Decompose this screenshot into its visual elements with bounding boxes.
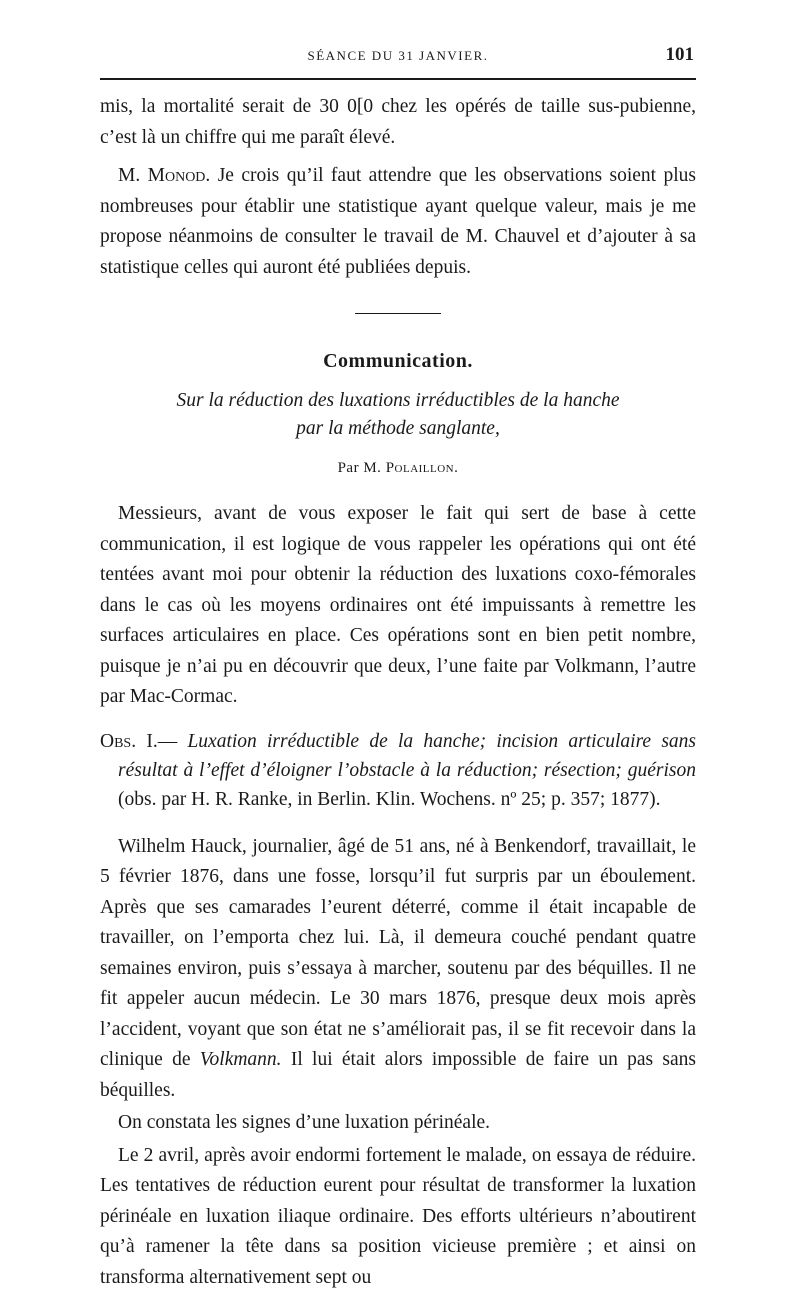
article-title-line-1: Sur la réduction des luxations irréductibles de la hanche [176, 389, 620, 411]
observation-title: Luxation irréductible de la hanche; incision articulaire sans résultat à l’effet d’éloigner l’obstacle à la réduction; résection; guérison [118, 730, 697, 781]
speaker-name: M. Monod. [118, 165, 211, 186]
paragraph-monod [100, 161, 696, 283]
section-title: Communication. [323, 350, 473, 372]
paragraph-case-3: Le 2 avril, après avoir endormi fortement le malade, on essaya de réduire. Les tentatives de réduction eurent pour résultat de transformer la luxation périnéale en luxation iliaque ordinaire. Des efforts ultérieurs n’aboutirent qu’à ramener la tête dans sa position vicieuse première ; et ainsi on transforma alternativement sept ou [100, 1144, 696, 1288]
page-body [100, 92, 696, 1293]
byline-author: Polaillon. [385, 459, 459, 476]
paragraph-case-1 [100, 832, 696, 1107]
page-header [100, 44, 696, 72]
byline [100, 453, 696, 484]
page-number: 101 [665, 44, 694, 65]
article-title-line-2: par la méthode sanglante, [296, 417, 500, 439]
paragraph-continuation: mis, la mortalité serait de 30 0[0 chez les opérés de taille sus-pubienne, c’est là un chiffre qui me paraît élevé. [100, 96, 696, 148]
section-separator [355, 313, 441, 314]
article-title [100, 387, 696, 443]
paragraph-case-2: On constata les signes d’une luxation périnéale. [118, 1112, 491, 1133]
header-rule [100, 78, 696, 80]
running-title: SÉANCE DU 31 JANVIER. [307, 48, 489, 63]
byline-prefix: Par M. [337, 459, 386, 476]
observation-heading [100, 727, 696, 814]
observation-citation: (obs. par H. R. Ranke, in Berlin. Klin. Wochens. nº 25; p. 357; 1877). [118, 788, 661, 810]
paragraph-intro: Messieurs, avant de vous exposer le fait qui sert de base à cette communication, il est logique de vous rappeler les opérations qui ont été tentées avant moi pour obtenir la réduction des luxations coxo-fémorales dans le cas où les moyens ordinaires ont été impuissants à remettre les surfaces articulaires en place. Ces opérations sont en bien petit nombre, puisque je n’ai pu en découvrir que deux, l’une faite par Volkmann, l’autre par Mac-Cormac. [100, 503, 696, 707]
case-name-volkmann: Volkmann. [199, 1049, 282, 1070]
speaker-remark: Je crois qu’il faut attendre que les observations soient plus nombreuses pour établir une statistique ayant quelque valeur, mais je me propose néanmoins de consulter le travail de M. Chauvel et d’ajouter à sa statistique celles qui auront été publiées depuis. [100, 165, 697, 278]
observation-label: Obs. I.— [100, 730, 178, 752]
case-text-b: Il lui était alors impossible de faire un pas sans béquilles. [100, 1049, 697, 1101]
case-text-a: Wilhelm Hauck, journalier, âgé de 51 ans, né à Benkendorf, travaillait, le 5 février 1876, dans une fosse, lorsqu’il fut surpris par un éboulement. Après que ses camarades l’eurent déterré, comme il était incapable de travailler, on l’emporta chez lui. Là, il demeura couché pendant quatre semaines environ, puis s’essaya à marcher, soutenu par des béquilles. Il ne fit appeler aucun médecin. Le 30 mars 1876, presque deux mois après l’accident, voyant que son état ne s’améliorait pas, il se fit recevoir dans la clinique de [100, 835, 696, 1070]
